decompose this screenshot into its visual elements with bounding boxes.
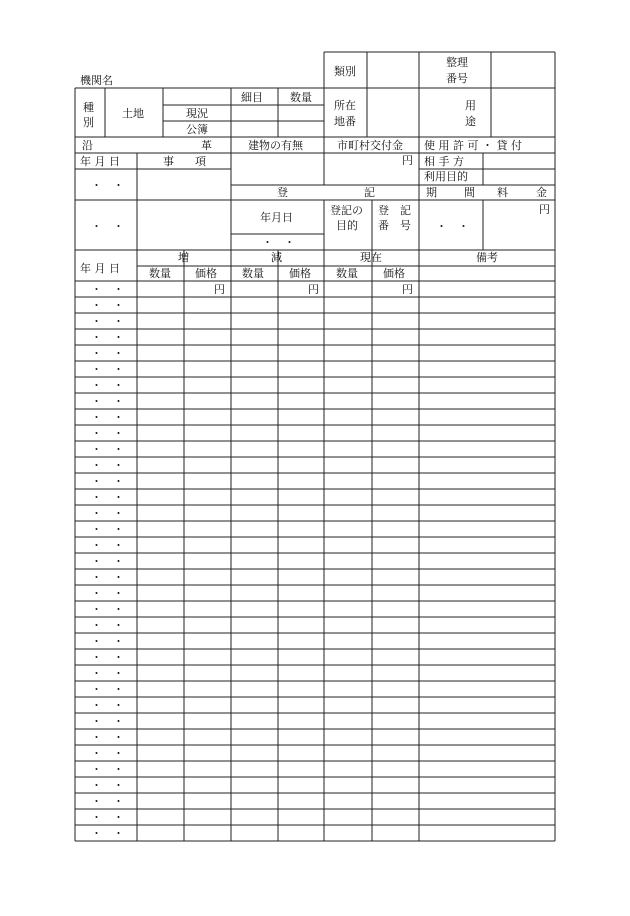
matter-label-right: 項 xyxy=(195,155,206,168)
registry-purpose-label-2: 目的 xyxy=(336,219,358,232)
current-qty-header: 数量 xyxy=(336,267,358,280)
ledger-row-date: ・ ・ xyxy=(91,363,124,376)
ledger-date-header: 年 月 日 xyxy=(80,262,120,275)
ledger-row-date: ・ ・ xyxy=(91,683,124,696)
ledger-row-date: ・ ・ xyxy=(91,699,124,712)
purpose-label-1: 用 xyxy=(465,99,476,112)
period-label-right: 間 xyxy=(464,186,475,199)
ref-number-label-1: 整理 xyxy=(446,56,468,69)
location-label-2: 地番 xyxy=(334,115,356,128)
decrease-header: 減 xyxy=(271,251,282,264)
kind-label-2: 別 xyxy=(83,116,94,129)
ledger-row-date: ・ ・ xyxy=(91,587,124,600)
ledger-row-date: ・ ・ xyxy=(91,411,124,424)
ledger-row-date: ・ ・ xyxy=(91,427,124,440)
agency-name-label: 機関名 xyxy=(80,74,113,87)
fee-label-right: 金 xyxy=(536,186,547,199)
ledger-row-date: ・ ・ xyxy=(91,779,124,792)
ledger-row-date: ・ ・ xyxy=(91,331,124,344)
grant-yen: 円 xyxy=(402,154,413,167)
decrease-price-yen: 円 xyxy=(308,283,319,296)
ledger-row-date: ・ ・ xyxy=(91,379,124,392)
history-date-dots-2: ・ ・ xyxy=(91,220,124,233)
registry-purpose-label-1: 登記の xyxy=(330,204,363,217)
registry-date-label: 年月日 xyxy=(260,211,293,224)
ledger-row-date: ・ ・ xyxy=(91,827,124,840)
decrease-qty-header: 数量 xyxy=(242,267,264,280)
official-register-label: 公簿 xyxy=(186,123,208,136)
ledger-row-date: ・ ・ xyxy=(91,811,124,824)
grant-label: 市町村交付金 xyxy=(337,139,403,152)
fee-label-left: 料 xyxy=(497,186,508,199)
ledger-row-date: ・ ・ xyxy=(91,491,124,504)
ref-number-label-2: 番号 xyxy=(446,72,468,85)
increase-price-header: 価格 xyxy=(195,267,217,280)
increase-price-yen: 円 xyxy=(214,283,225,296)
period-date-dots: ・ ・ xyxy=(436,220,469,233)
category-label: 類別 xyxy=(334,65,356,78)
ledger-row-date: ・ ・ xyxy=(91,459,124,472)
detail-label: 細目 xyxy=(241,91,263,104)
ledger-row-date: ・ ・ xyxy=(91,539,124,552)
ledger-row-date: ・ ・ xyxy=(91,731,124,744)
purpose-label-2: 途 xyxy=(465,115,476,128)
ledger-row-date: ・ ・ xyxy=(91,571,124,584)
ledger-row-date: ・ ・ xyxy=(91,747,124,760)
ledger-row-date: ・ ・ xyxy=(91,299,124,312)
ledger-row-date: ・ ・ xyxy=(91,475,124,488)
ledger-row-date: ・ ・ xyxy=(91,603,124,616)
ledger-row-date: ・ ・ xyxy=(91,523,124,536)
ledger-row-date: ・ ・ xyxy=(91,507,124,520)
history-date-header: 年 月 日 xyxy=(80,155,120,168)
quantity-label: 数量 xyxy=(290,91,312,104)
ledger-row-date: ・ ・ xyxy=(91,283,124,296)
registry-label-right: 記 xyxy=(364,186,375,199)
ledger-row-date: ・ ・ xyxy=(91,395,124,408)
building-label: 建物の有無 xyxy=(248,139,303,152)
use-permit-label: 使 用 許 可 ・ 貸 付 xyxy=(424,139,522,152)
partner-label: 相 手 方 xyxy=(424,155,464,168)
matter-label-left: 事 xyxy=(163,155,174,168)
land-label: 土地 xyxy=(122,107,144,120)
ledger-row-date: ・ ・ xyxy=(91,635,124,648)
current-price-header: 価格 xyxy=(383,267,405,280)
decrease-price-header: 価格 xyxy=(289,267,311,280)
registry-number-label-2: 番 号 xyxy=(378,219,411,232)
location-label-1: 所在 xyxy=(334,99,356,112)
ledger-row-date: ・ ・ xyxy=(91,347,124,360)
ledger-row-date: ・ ・ xyxy=(91,763,124,776)
ledger-row-date: ・ ・ xyxy=(91,443,124,456)
period-label-left: 期 xyxy=(426,186,437,199)
ledger-rows xyxy=(91,283,124,840)
ledger-row-date: ・ ・ xyxy=(91,619,124,632)
current-price-yen: 円 xyxy=(402,283,413,296)
ledger-row-date: ・ ・ xyxy=(91,315,124,328)
kind-label-1: 種 xyxy=(83,101,94,114)
ledger-row-date: ・ ・ xyxy=(91,555,124,568)
fee-yen: 円 xyxy=(539,203,550,216)
current-status-label: 現況 xyxy=(186,107,208,120)
ledger-row-date: ・ ・ xyxy=(91,795,124,808)
ledger-row-date: ・ ・ xyxy=(91,651,124,664)
history-label-left: 沿 xyxy=(82,139,93,152)
registry-number-label-1: 登 記 xyxy=(378,204,411,217)
history-label-right: 革 xyxy=(201,139,212,152)
registry-date-dots: ・ ・ xyxy=(262,236,295,249)
remarks-header: 備考 xyxy=(476,251,498,264)
increase-qty-header: 数量 xyxy=(149,267,171,280)
history-date-dots-1: ・ ・ xyxy=(91,179,124,192)
current-header: 現在 xyxy=(360,251,382,264)
ledger-row-date: ・ ・ xyxy=(91,667,124,680)
use-purpose-label: 利用目的 xyxy=(424,170,468,183)
ledger-row-date: ・ ・ xyxy=(91,715,124,728)
increase-header: 増 xyxy=(178,251,189,264)
registry-label-left: 登 xyxy=(277,186,288,199)
